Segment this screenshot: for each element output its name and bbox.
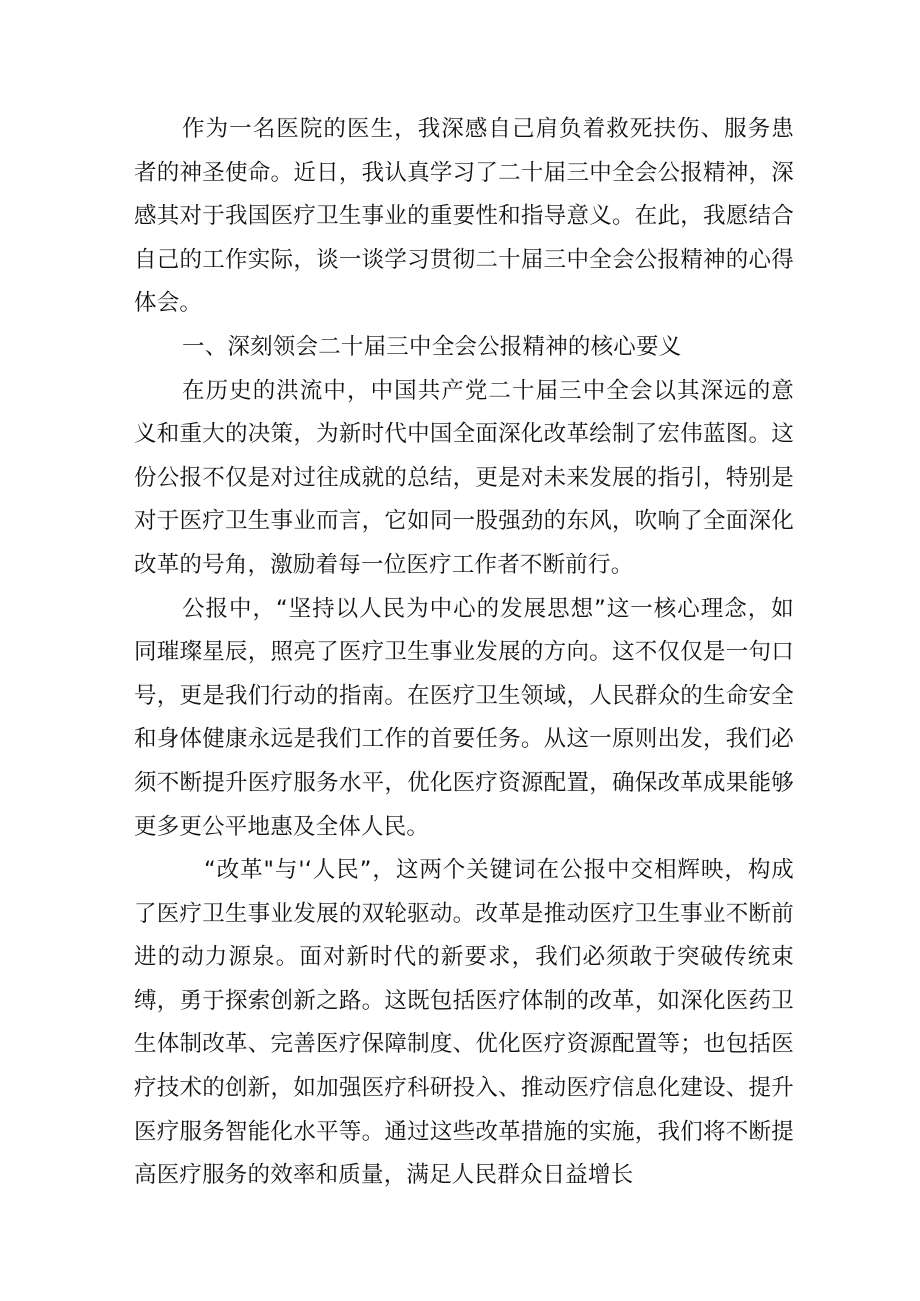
document-body (134, 108, 794, 1198)
body-paragraph-1: 在历史的洪流中，中国共产党二十届三中全会以其深远的意义和重大的决策，为新时代中国全面深化改革绘制了宏伟蓝图。这份公报不仅是对过往成就的总结，更是对未来发展的指引，特别是对于医疗卫生事业而言，它如同一股强劲的东风，吹响了全面深化改革的号角，激励着每一位医疗工作者不断前行。 (134, 377, 794, 578)
body-paragraph-3: “改革"与'‘人民”，这两个关键词在公报中交相辉映，构成了医疗卫生事业发展的双轮驱动。改革是推动医疗卫生事业不断前进的动力源泉。面对新时代的新要求，我们必须敢于突破传统束缚，勇于探索创新之路。这既包括医疗体制的改革，如深化医药卫生体制改革、完善医疗保障制度、优化医疗资源配置等；也包括医疗技术的创新，如加强医疗科研投入、推动医疗信息化建设、提升医疗服务智能化水平等。通过这些改革措施的实施，我们将不断提高医疗服务的效率和质量，满足人民群众日益增长 (134, 857, 794, 1189)
intro-paragraph: 作为一名医院的医生，我深感自己肩负着救死扶伤、服务患者的神圣使命。近日，我认真学习了二十届三中全会公报精神，深感其对于我国医疗卫生事业的重要性和指导意义。在此，我愿结合自己的工作实际，谈一谈学习贯彻二十届三中全会公报精神的心得体会。 (134, 116, 794, 317)
section-heading-1: 一、深刻领会二十届三中全会公报精神的核心要义 (182, 333, 682, 360)
body-paragraph-2: 公报中，“坚持以人民为中心的发展思想”这一核心理念，如同璀璨星辰，照亮了医疗卫生事业发展的方向。这不仅仅是一句口号，更是我们行动的指南。在医疗卫生领域，人民群众的生命安全和身体健康永远是我们工作的首要任务。从这一原则出发，我们必须不断提升医疗服务水平，优化医疗资源配置，确保改革成果能够更多更公平地惠及全体人民。 (134, 595, 794, 840)
